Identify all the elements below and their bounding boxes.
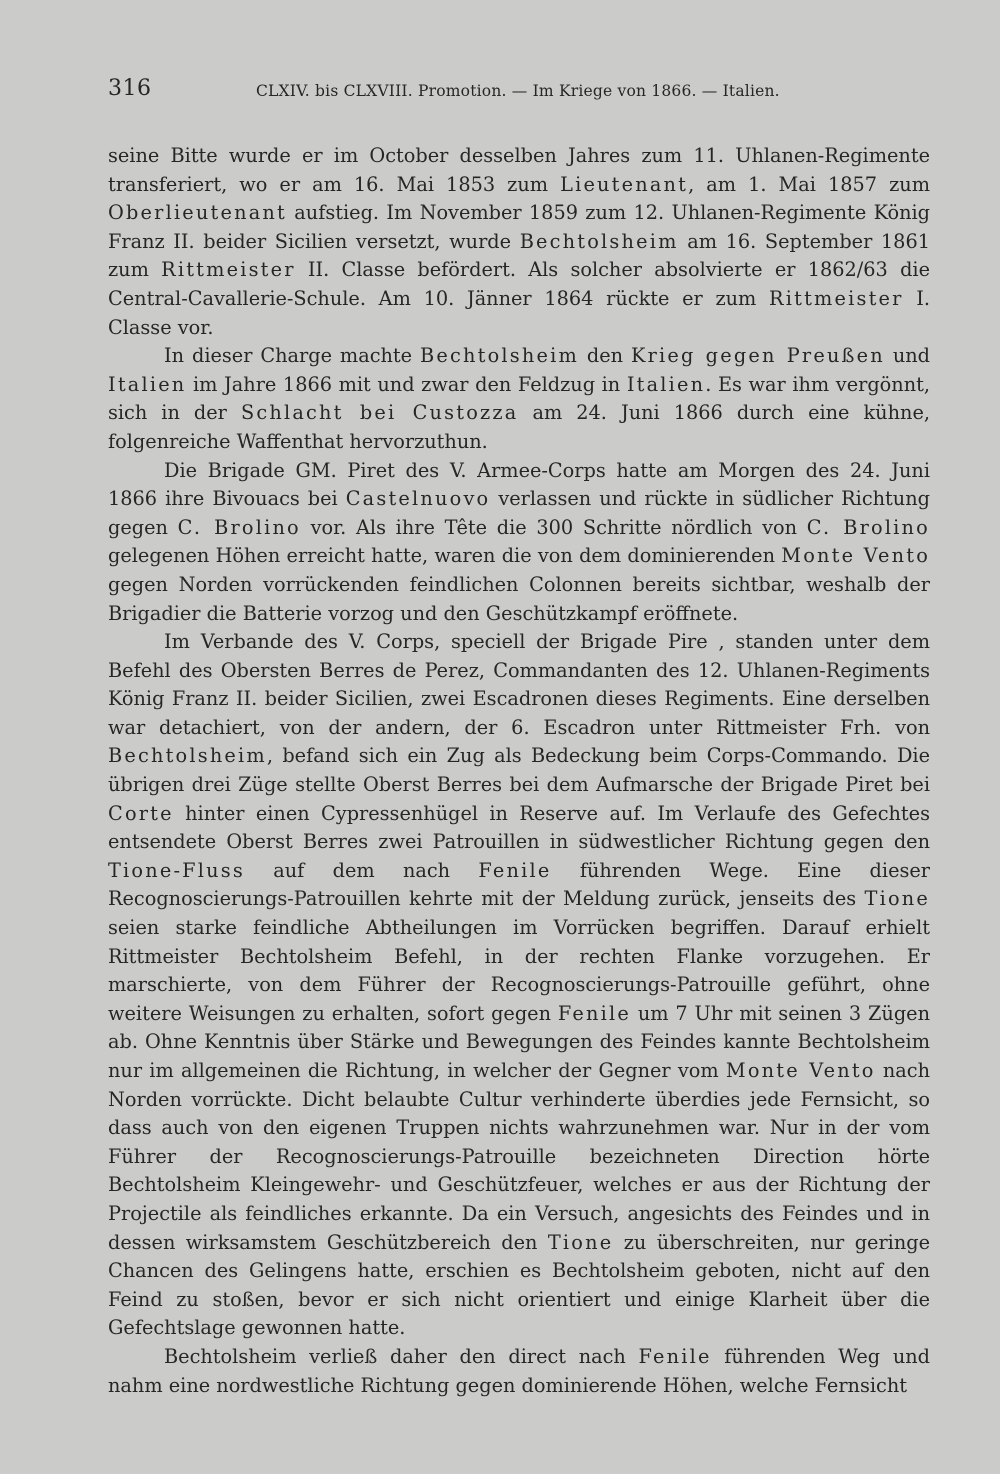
paragraph-text: nach Norden vorrückte. Dicht belaubte Cultur verhinderte überdies jede Fernsicht, so dass auch von den eigenen Truppen nichts wahrzunehmen war. Nur in der vom Führer der Recognoscierungs-Patrouille bezeichneten Direction hörte Bechtolsheim Kleingewehr- und Geschützfeuer, welches er aus der Richtung der Projectile als feindliches erkannte. Da ein Versuch, angesichts des Feindes und in dessen wirksamstem Geschützbereich den: [108, 1059, 930, 1254]
paragraph-text: zu überschreiten, nur geringe Chancen des Gelingens hatte, erschien es Bechtolsheim geboten, nicht auf den Feind zu stoßen, bevor er sich nicht orientiert und einige Klarheit über die Gefechtslage gewonnen hatte.: [108, 1230, 931, 1340]
spaced-emphasis-text: Fenile: [557, 1001, 631, 1025]
spaced-emphasis-text: Rittmeister: [769, 286, 904, 310]
spaced-emphasis-text: Corte: [108, 801, 174, 825]
paragraph-text: , befand sich ein Zug als Bedeckung beim Corps-Commando. Die übrigen drei Züge stellte Oberst Berres bei dem Aufmarsche der Brigade Piret bei: [108, 744, 930, 797]
paragraph: [108, 342, 930, 456]
paragraph-text: Im Verbande des V. Corps, speciell der Brigade Pire , standen unter dem Befehl des Obersten Berres de Perez, Commandanten des 12. Uhlanen-Regiments König Franz II. beider Sicilien, zwei Escadronen dieses Regiments. Eine derselben war detachiert, von der andern, der 6. Escadron unter Rittmeister Frh. von: [108, 630, 930, 739]
paragraph-text: um 7 Uhr mit seinen 3 Zügen ab. Ohne Kenntnis über Stärke und Bewegungen des Feindes kannte Bechtolsheim nur im allgemeinen die Richtung, in welcher der Gegner vom: [108, 1001, 930, 1082]
paragraph-text: . Es war ihm vergönnt, sich in der: [108, 372, 930, 425]
paragraph-text: führenden Weg und nahm eine nordwestliche Richtung gegen dominierende Höhen, welche Fernsicht: [108, 1344, 930, 1397]
paragraph-text: , am 1. Mai 1857 zum: [688, 172, 930, 196]
spaced-emphasis-text: Tione: [547, 1230, 614, 1254]
paragraph-text: am 16. September 1861 zum: [108, 229, 930, 282]
spaced-emphasis-text: Castelnuovo: [345, 487, 491, 511]
spaced-emphasis-text: Bechtolsheim: [420, 344, 579, 368]
paragraph-text: Die Brigade GM. Piret des V. Armee-Corps hatte am Morgen des 24. Juni 1866 ihre Bivouacs bei: [108, 458, 930, 511]
paragraph-text: gegen Norden vorrückenden feindlichen Colonnen bereits sichtbar, weshalb der Brigadier die Batterie vorzog und den Geschützkampf eröffnete.: [108, 572, 930, 625]
paragraph-text: gelegenen Höhen erreicht hatte, waren die von dem dominierenden: [108, 544, 782, 568]
spaced-emphasis-text: Bechtolsheim: [108, 744, 267, 768]
paragraph-text: und: [884, 344, 930, 368]
paragraph-text: am 24. Juni 1866 durch eine kühne, folgenreiche Waffenthat hervorzuthun.: [108, 401, 930, 453]
paragraph-text: hinter einen Cypressenhügel in Reserve auf. Im Verlaufe des Gefechtes entsendete Oberst Berres zwei Patrouillen in südwestlicher Richtung gegen den: [108, 801, 930, 854]
spaced-emphasis-text: Krieg gegen Preußen: [631, 344, 885, 368]
spaced-emphasis-text: Tione-Fluss: [108, 858, 245, 882]
page-number: 316: [108, 76, 152, 101]
spaced-emphasis-text: Monte Vento: [781, 544, 930, 568]
paragraph-text: führenden Wege. Eine dieser Recognoscierungs-Patrouillen kehrte mit der Meldung zurück, jenseits des: [108, 858, 930, 911]
paragraph-text: In dieser Charge machte: [164, 344, 421, 368]
page-header: [108, 76, 928, 106]
paragraph-text: vor. Als ihre Tête die 300 Schritte nördlich von: [300, 515, 807, 539]
spaced-emphasis-text: Italien: [108, 372, 187, 396]
paragraph-text: den: [578, 344, 631, 368]
spaced-emphasis-text: Bechtolsheim: [519, 229, 679, 253]
spaced-emphasis-text: C. Brolino: [806, 515, 930, 539]
paragraph-text: seien starke feindliche Abtheilungen im Vorrücken begriffen. Darauf erhielt Rittmeister Bechtolsheim Befehl, in der rechten Flanke vorzugehen. Er marschierte, von dem Führer der Recognoscierungs-Patrouille geführt, ohne weitere Weisungen zu erhalten, sofort gegen: [108, 916, 930, 1025]
spaced-emphasis-text: Tione: [864, 887, 930, 911]
running-head: CLXIV. bis CLXVIII. Promotion. — Im Kriege von 1866. — Italien.: [256, 82, 780, 100]
paragraph-text: I. Classe vor.: [108, 286, 931, 339]
paragraph-text: Bechtolsheim verließ daher den direct nach: [164, 1344, 639, 1368]
paragraph-text: seine Bitte wurde er im October desselben Jahres zum 11. Uhlanen-Regimente transferiert, wo er am 16. Mai 1853 zum: [108, 144, 930, 196]
paragraph: [108, 142, 930, 342]
paragraph-text: verlassen und rückte in südlicher Richtung gegen: [108, 487, 930, 539]
paragraph-text: II. Classe befördert. Als solcher absolvierte er 1862/63 die Central-Cavallerie-Schule. Am 10. Jänner 1864 rückte er zum: [108, 258, 930, 310]
spaced-emphasis-text: Rittmeister: [161, 258, 296, 282]
spaced-emphasis-text: Schlacht bei Custozza: [240, 401, 519, 425]
spaced-emphasis-text: Fenile: [638, 1344, 712, 1368]
spaced-emphasis-text: Monte Vento: [725, 1059, 876, 1082]
paragraph: [108, 1343, 930, 1400]
paragraph-text: auf dem nach: [244, 858, 479, 882]
spaced-emphasis-text: Lieutenant: [560, 172, 689, 196]
paragraph: [108, 628, 930, 1343]
paragraph-text: im Jahre 1866 mit und zwar den Feldzug in: [186, 372, 627, 396]
body-text: [108, 142, 930, 1400]
spaced-emphasis-text: C. Brolino: [177, 515, 301, 539]
spaced-emphasis-text: Oberlieutenant: [108, 201, 287, 225]
spaced-emphasis-text: Fenile: [478, 858, 552, 882]
paragraph: [108, 457, 930, 629]
paragraph-text: aufstieg. Im November 1859 zum 12. Uhlanen-Regimente König Franz II. beider Sicilien versetzt, wurde: [108, 201, 930, 253]
spaced-emphasis-text: Italien: [626, 372, 706, 396]
